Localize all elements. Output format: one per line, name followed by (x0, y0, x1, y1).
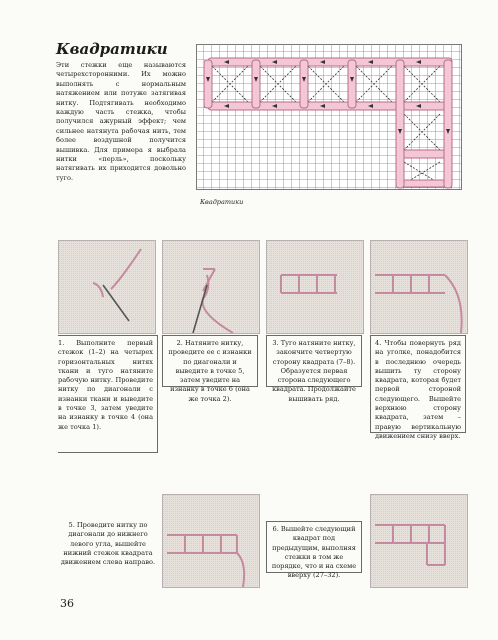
step-photo-6 (370, 494, 468, 588)
step-text-4: 4. Чтобы повернуть ряд на уголке, понадобится в последнюю очередь вышить ту сторону квадрата, которая будет первой стороной следующего. Вышейте верхнюю сторону квадрата, затем – правую вертикальную движением снизу вверх. (370, 335, 466, 433)
step-photo-3 (266, 240, 364, 334)
step-text-5: 5. Проведите нитку по диагонали до нижнего левого угла, вышейте нижний стежок квадрата движением слева направо. (60, 521, 156, 567)
step-photo-2 (162, 240, 260, 334)
intro-text: Эти стежки еще называются четырехсторонними. Их можно выполнять с нормальным натяжением или потуже затягивая нитку. Подтягивать необходимо каждую часть стежка, чтобы получился ажурный эффект; чем сильнее натянута рабочая нить, тем более воздушной получится вышивка. Для примера я выбрала нитки «перль», поскольку натягивать их приходится довольно туго. (56, 61, 186, 182)
step-text-2: 2. Натяните нитку, проведите ее с изнанки по диагонали и выведите в точке 5, затем уведите на изнанку в точке 6 (она же точка 2). (162, 335, 258, 387)
page-number: 36 (60, 597, 74, 610)
step-text-1: 1. Выполните первый стежок (1–2) на четырех горизонтальных нитях ткани и туго натяните рабочую нитку. Проведите нитку по диагонали с изнанки ткани и выведите в точке 3, затем уведите на изнанку в точке 4 (она же точка 1). (58, 335, 158, 453)
figure-caption: Квадратики (200, 198, 244, 206)
step-text-3: 3. Туго натяните нитку, закончите четвертую сторону квадрата (7–8). Образуется первая сторона следующего квадрата. Продолжайте вышивать ряд. (266, 335, 362, 387)
page-title: Квадратики (56, 40, 168, 58)
step-photo-5 (162, 494, 260, 588)
step-text-6: 6. Вышейте следующий квадрат под предыдущим, выполняя стежки в том же порядке, что и на схеме вверху (27–32). (266, 521, 362, 573)
step-photo-1 (58, 240, 156, 334)
stitch-diagram (196, 44, 462, 190)
step-photo-4 (370, 240, 468, 334)
